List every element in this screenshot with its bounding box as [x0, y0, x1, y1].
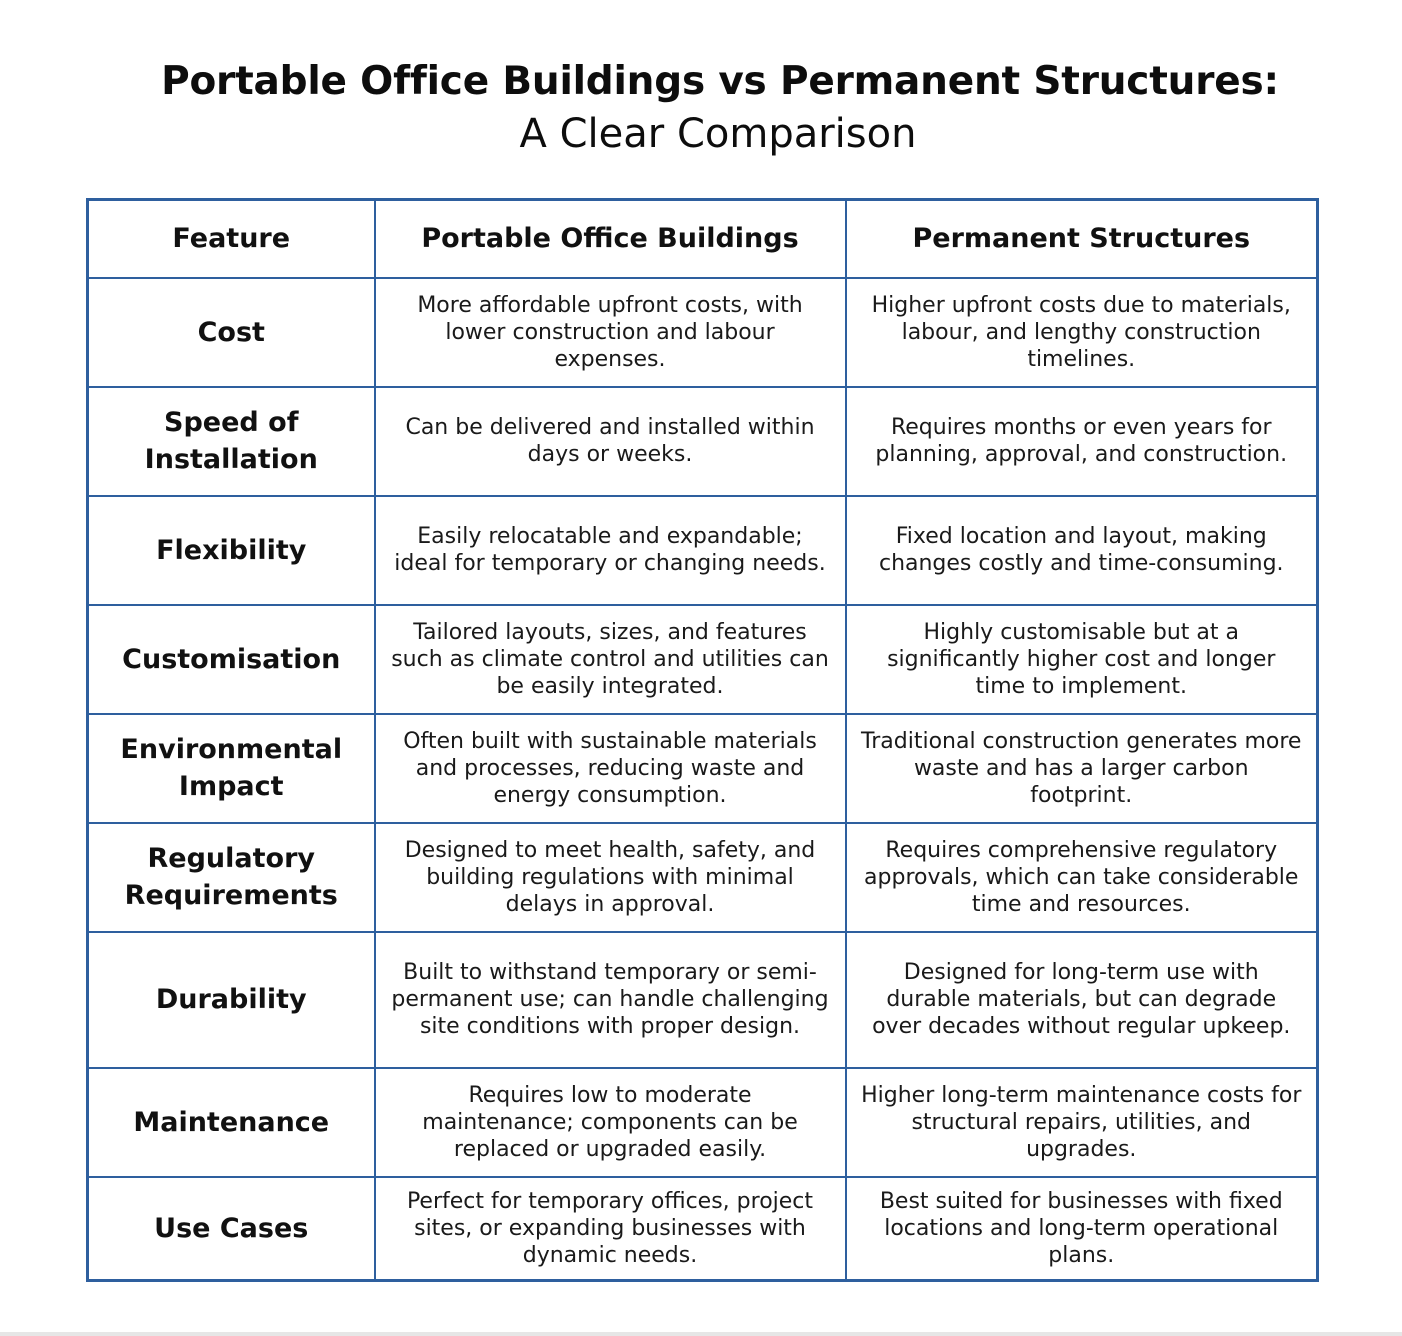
portable-cell: Designed to meet health, safety, and building regulations with minimal delays in approval. [375, 823, 846, 932]
portable-cell: Tailored layouts, sizes, and features such as climate control and utilities can be easily integrated. [375, 605, 846, 714]
table-row [88, 496, 1318, 605]
page-subtitle: A Clear Comparison [519, 111, 917, 157]
table-row [88, 605, 1318, 714]
comparison-table [86, 198, 1319, 1282]
table-row [88, 1068, 1318, 1177]
permanent-cell: Requires months or even years for planning, approval, and construction. [846, 387, 1318, 496]
portable-cell: More affordable upfront costs, with lower construction and labour expenses. [375, 278, 846, 387]
permanent-cell: Requires comprehensive regulatory approvals, which can take considerable time and resources. [846, 823, 1318, 932]
permanent-cell: Best suited for businesses with fixed locations and long-term operational plans. [846, 1177, 1318, 1281]
feature-cell: Cost [88, 278, 375, 387]
permanent-cell: Designed for long-term use with durable materials, but can degrade over decades without regular upkeep. [846, 932, 1318, 1068]
feature-cell: Flexibility [88, 496, 375, 605]
feature-cell: Environmental Impact [88, 714, 375, 823]
feature-cell: Use Cases [88, 1177, 375, 1281]
table-row [88, 387, 1318, 496]
feature-cell: Durability [88, 932, 375, 1068]
feature-cell: Customisation [88, 605, 375, 714]
permanent-cell: Higher long-term maintenance costs for structural repairs, utilities, and upgrades. [846, 1068, 1318, 1177]
portable-cell: Built to withstand temporary or semi-permanent use; can handle challenging site conditions with proper design. [375, 932, 846, 1068]
feature-cell: Maintenance [88, 1068, 375, 1177]
table-row [88, 714, 1318, 823]
portable-cell: Can be delivered and installed within days or weeks. [375, 387, 846, 496]
permanent-cell: Higher upfront costs due to materials, labour, and lengthy construction timelines. [846, 278, 1318, 387]
bottom-divider [0, 1332, 1402, 1336]
feature-cell: Speed of Installation [88, 387, 375, 496]
header-portable: Portable Office Buildings [375, 200, 846, 278]
permanent-cell: Highly customisable but at a significantly higher cost and longer time to implement. [846, 605, 1318, 714]
table-header-row [88, 200, 1318, 278]
permanent-cell: Traditional construction generates more waste and has a larger carbon footprint. [846, 714, 1318, 823]
table-row [88, 932, 1318, 1068]
header-feature: Feature [88, 200, 375, 278]
page-title: Portable Office Buildings vs Permanent Structures: [161, 59, 1279, 104]
table-row [88, 1177, 1318, 1281]
table-row [88, 278, 1318, 387]
portable-cell: Perfect for temporary offices, project sites, or expanding businesses with dynamic needs. [375, 1177, 846, 1281]
header-permanent: Permanent Structures [846, 200, 1318, 278]
portable-cell: Easily relocatable and expandable; ideal for temporary or changing needs. [375, 496, 846, 605]
portable-cell: Often built with sustainable materials and processes, reducing waste and energy consumption. [375, 714, 846, 823]
feature-cell: Regulatory Requirements [88, 823, 375, 932]
permanent-cell: Fixed location and layout, making changes costly and time-consuming. [846, 496, 1318, 605]
table-row [88, 823, 1318, 932]
portable-cell: Requires low to moderate maintenance; components can be replaced or upgraded easily. [375, 1068, 846, 1177]
